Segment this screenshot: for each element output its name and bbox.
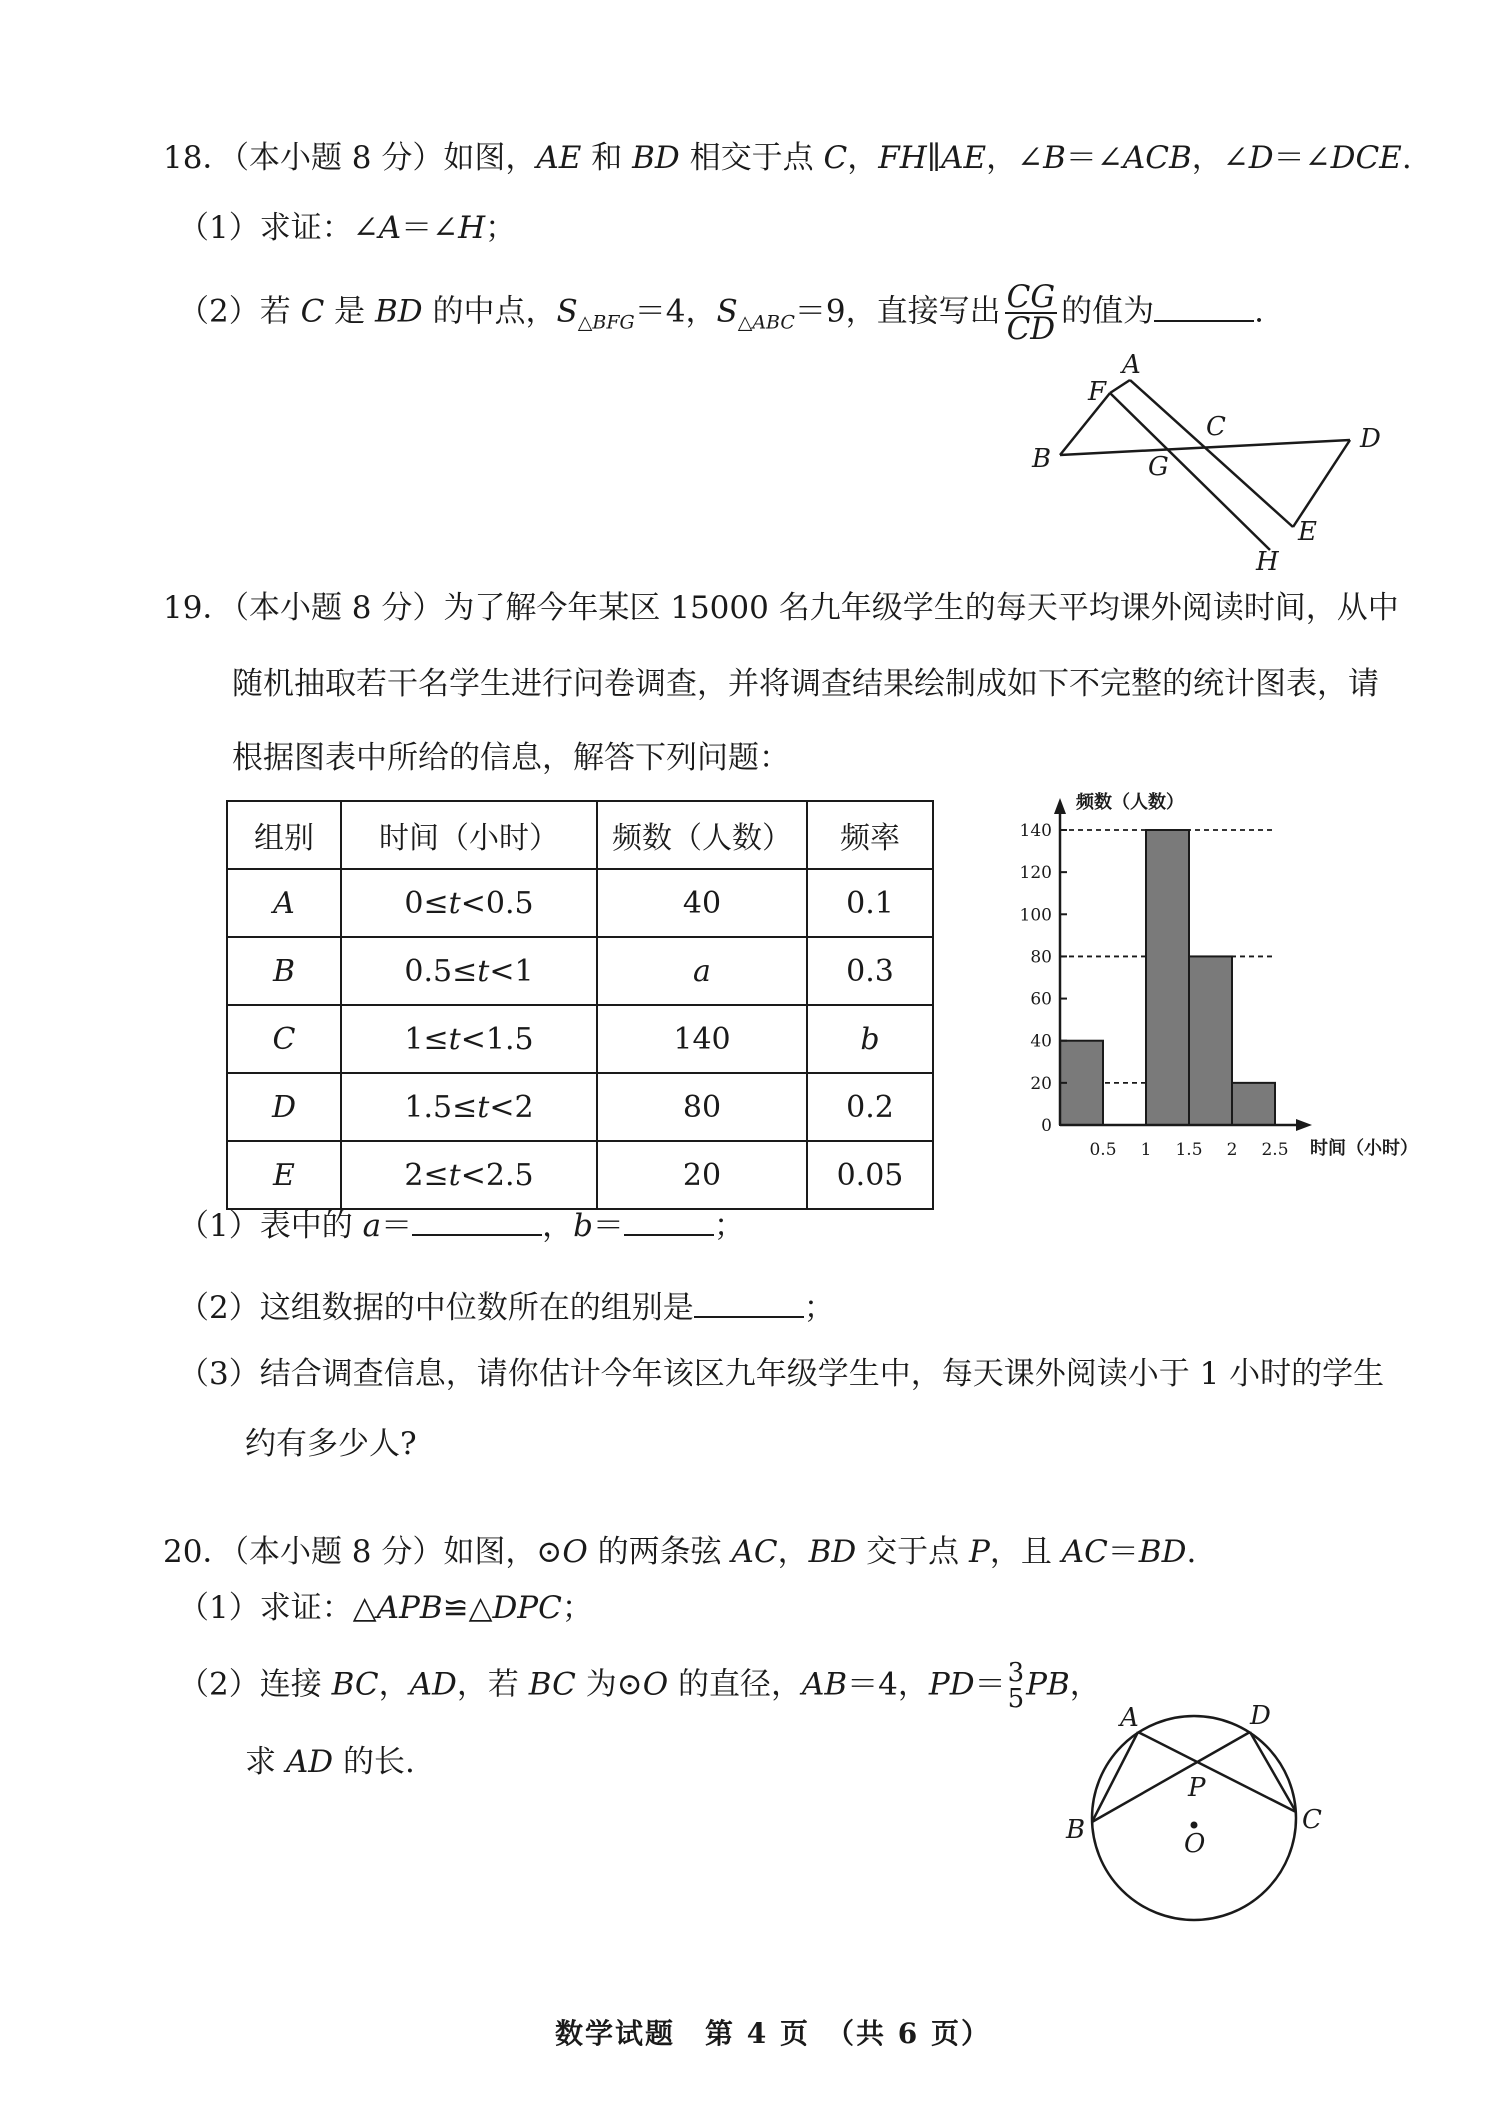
label-d: D (1360, 424, 1381, 454)
fraction-cg-cd: $\frac{CG}{CD}$ (1006, 279, 1056, 347)
label-b: B (1066, 1815, 1086, 1845)
cell-rate: 0.1 (807, 869, 933, 937)
cell-group: D (227, 1073, 341, 1141)
cell-freq: 40 (597, 869, 807, 937)
y-tick-label: 60 (1030, 989, 1052, 1010)
q18-answer-blank[interactable] (1154, 290, 1254, 322)
cell-time: 0≤t<0.5 (341, 869, 597, 937)
center-point (1191, 1822, 1198, 1829)
y-tick-label: 20 (1030, 1073, 1052, 1094)
label-g: G (1148, 452, 1169, 482)
table-header-row (227, 801, 933, 869)
cell-group: B (227, 937, 341, 1005)
x-tick-label: 1.5 (1175, 1140, 1203, 1160)
cell-time: 2≤t<2.5 (341, 1141, 597, 1209)
line-fa (1110, 380, 1130, 393)
q20-part2: （2）连接 BC，AD，若 BC 为⊙O 的直径，AB＝4，PD＝ 3 5 PB， (178, 1658, 1101, 1714)
q19-line3: 根据图表中所给的信息，解答下列问题： (232, 740, 790, 776)
y-axis-arrow (1054, 798, 1066, 814)
cell-freq: 80 (597, 1073, 807, 1141)
table-row (227, 1073, 933, 1141)
q18-part1: （1）求证：∠A＝∠H； (178, 210, 517, 246)
q20-part3: 求 AD 的长. (245, 1744, 415, 1780)
label-f: F (1088, 377, 1107, 407)
table-row (227, 869, 933, 937)
y-tick-label: 140 (1019, 821, 1052, 841)
q20-header: 20．（本小题 8 分）如图，⊙O 的两条弦 AC，BD 交于点 P，且 AC＝BD. (163, 1534, 1197, 1570)
cell-rate: 0.2 (807, 1073, 933, 1141)
q19-part3-cont: 约有多少人? (245, 1426, 417, 1462)
x-tick-label: 2.5 (1261, 1140, 1289, 1160)
label-p: P (1188, 1773, 1206, 1803)
cell-rate: b (807, 1005, 933, 1073)
q18-figure (1010, 345, 1410, 575)
x-tick-label: 2 (1226, 1140, 1238, 1160)
x-tick-label: 1 (1140, 1140, 1152, 1160)
cell-rate: 0.3 (807, 937, 933, 1005)
q18-header: 18．（本小题 8 分）如图，AE 和 BD 相交于点 C，FH∥AE，∠B＝∠ACB，∠D＝∠DCE. (163, 140, 1412, 176)
histogram-bar (1232, 1083, 1275, 1125)
table-row (227, 937, 933, 1005)
answer-blank-median[interactable] (694, 1286, 804, 1318)
cell-group: A (227, 869, 341, 937)
cell-time: 1.5≤t<2 (341, 1073, 597, 1141)
cell-freq: 20 (597, 1141, 807, 1209)
q19-part3: （3）结合调查信息，请你估计今年该区九年级学生中，每天课外阅读小于 1 小时的学生 (178, 1356, 1385, 1392)
label-a: A (1120, 1703, 1139, 1733)
cell-freq: 140 (597, 1005, 807, 1073)
q20-figure (1060, 1690, 1360, 1940)
cell-time: 1≤t<1.5 (341, 1005, 597, 1073)
answer-blank-a[interactable] (412, 1204, 542, 1236)
q19-line2: 随机抽取若干名学生进行问卷调查，并将调查结果绘制成如下不完整的统计图表，请 (232, 666, 1379, 702)
cell-time: 0.5≤t<1 (341, 937, 597, 1005)
label-e: E (1298, 517, 1317, 547)
cell-rate: 0.05 (807, 1141, 933, 1209)
label-b: B (1032, 444, 1052, 474)
circle-o (1092, 1716, 1296, 1920)
frequency-table (226, 800, 934, 1210)
answer-blank-b[interactable] (624, 1204, 714, 1236)
label-o: O (1184, 1829, 1206, 1859)
y-axis-label: 频数（人数） (1076, 792, 1184, 813)
histogram-bar (1146, 830, 1189, 1125)
fraction-3-5: 3 5 (1007, 1658, 1025, 1714)
y-tick-label: 40 (1030, 1031, 1052, 1052)
x-axis-arrow (1296, 1119, 1312, 1131)
q20-part1: （1）求证：△APB≌△DPC； (178, 1590, 593, 1626)
q18-part2: （2）若 C 是 BD 的中点，$S_{\triangle BFG}=4$，$S_{\triangle ABC}=9$，直接写出 $\frac{CG}{CD}$ 的值为 . (178, 279, 1264, 347)
table-header: 组别 (227, 801, 341, 869)
y-tick-label: 80 (1030, 947, 1052, 968)
cell-freq: a (597, 937, 807, 1005)
label-h: H (1256, 547, 1279, 575)
label-d: D (1250, 1701, 1271, 1731)
table-header: 时间（小时） (341, 801, 597, 869)
table-header: 频率 (807, 801, 933, 869)
table-row (227, 1141, 933, 1209)
histogram-bar (1189, 956, 1232, 1125)
label-c: C (1206, 412, 1226, 442)
y-tick-label: 0 (1041, 1116, 1052, 1136)
table-row (227, 1005, 933, 1073)
q19-part2: （2）这组数据的中位数所在的组别是 ； (178, 1286, 835, 1328)
x-axis-label: 时间（小时） (1310, 1138, 1418, 1159)
cell-group: E (227, 1141, 341, 1209)
label-c: C (1302, 1805, 1322, 1835)
line-fh (1110, 393, 1270, 550)
line-de (1293, 440, 1350, 527)
y-tick-label: 100 (1019, 905, 1052, 926)
page-footer: 数学试题 第 4 页 （共 6 页） (555, 2017, 991, 2050)
q19-part1: （1）表中的 a＝ ，b＝ ； (178, 1204, 745, 1246)
q19-line1: 19．（本小题 8 分）为了解今年某区 15000 名九年级学生的每天平均课外阅读时间，从中 (163, 590, 1399, 626)
label-a: A (1122, 350, 1141, 380)
table-header: 频数（人数） (597, 801, 807, 869)
cell-group: C (227, 1005, 341, 1073)
x-tick-label: 0.5 (1089, 1140, 1117, 1160)
frequency-histogram (1010, 790, 1430, 1170)
y-tick-label: 120 (1019, 863, 1052, 884)
